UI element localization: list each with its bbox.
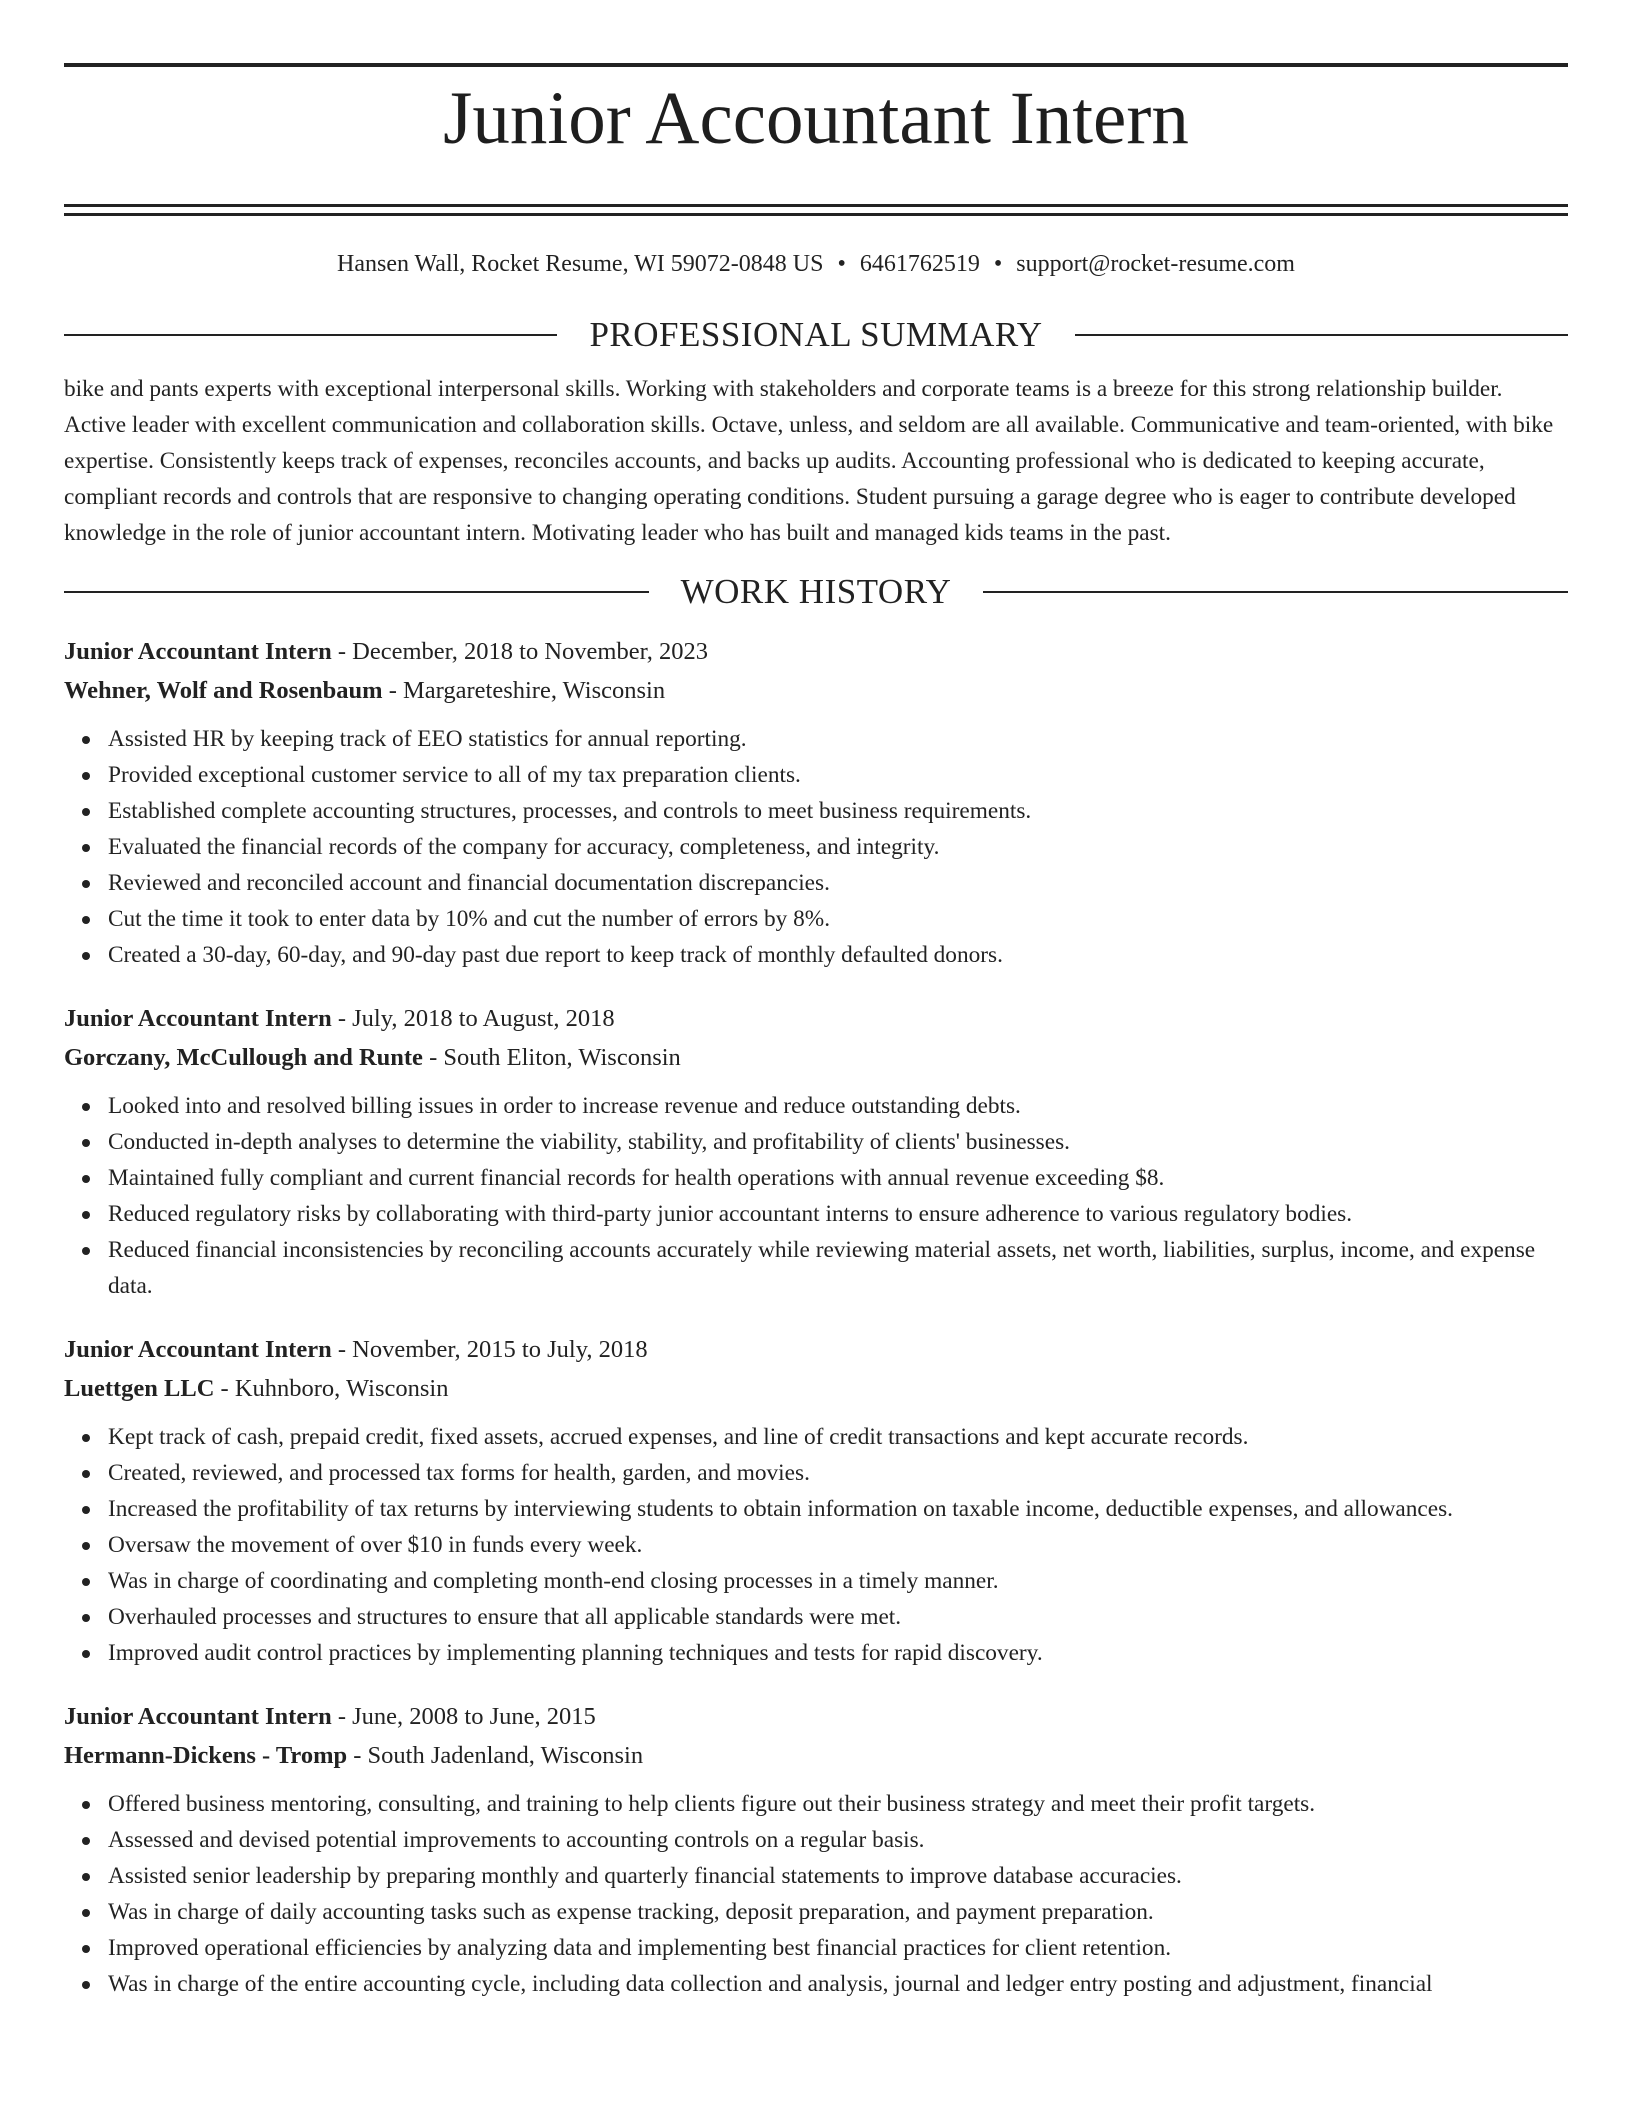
job-title: Junior Accountant Intern — [64, 1703, 332, 1730]
job-company-line — [64, 1736, 1568, 1775]
job-bullet: Increased the profitability of tax returns by interviewing students to obtain information on taxable income, deductible expenses, and allowances. — [108, 1491, 1568, 1527]
job-location: - South Jadenland, Wisconsin — [347, 1742, 644, 1769]
job-company: Wehner, Wolf and Rosenbaum — [64, 677, 383, 704]
job-bullet: Improved audit control practices by implementing planning techniques and tests for rapid discovery. — [108, 1635, 1568, 1671]
job-bullet: Provided exceptional customer service to all of my tax preparation clients. — [108, 757, 1568, 793]
job-entry — [64, 999, 1568, 1304]
heading-rule-left — [64, 334, 557, 336]
job-dates: - July, 2018 to August, 2018 — [331, 1005, 615, 1032]
job-title-line — [64, 1697, 1568, 1736]
summary-heading — [64, 313, 1568, 357]
job-bullet: Kept track of cash, prepaid credit, fixed assets, accrued expenses, and line of credit transactions and kept accurate records. — [108, 1419, 1568, 1455]
job-bullet: Looked into and resolved billing issues in order to increase revenue and reduce outstanding debts. — [108, 1088, 1568, 1124]
job-company-line — [64, 671, 1568, 710]
job-bullet: Cut the time it took to enter data by 10% and cut the number of errors by 8%. — [108, 901, 1568, 937]
job-bullet: Reviewed and reconciled account and financial documentation discrepancies. — [108, 865, 1568, 901]
job-location: - South Eliton, Wisconsin — [422, 1044, 681, 1071]
job-bullet: Created a 30-day, 60-day, and 90-day past due report to keep track of monthly defaulted donors. — [108, 937, 1568, 973]
summary-heading-text: PROFESSIONAL SUMMARY — [589, 315, 1043, 354]
job-list — [64, 632, 1568, 2002]
job-entry — [64, 632, 1568, 973]
job-company: Gorczany, McCullough and Runte — [64, 1044, 423, 1071]
job-bullet: Overhauled processes and structures to ensure that all applicable standards were met. — [108, 1599, 1568, 1635]
job-bullet: Established complete accounting structures, processes, and controls to meet business requirements. — [108, 793, 1568, 829]
job-entry — [64, 1330, 1568, 1671]
contact-address: Hansen Wall, Rocket Resume, WI 59072-0848 US — [337, 251, 824, 277]
job-dates: - December, 2018 to November, 2023 — [331, 638, 709, 665]
summary-paragraph: bike and pants experts with exceptional interpersonal skills. Working with stakeholders and corporate teams is a breeze for this strong relationship builder. Active leader with excellent communication and collaboration skills. Octave, unless, and seldom are all available. Communicative and team-oriented, with bike expertise. Consistently keeps track of expenses, reconciles accounts, and backs up audits. Accounting professional who is dedicated to keeping accurate, compliant records and controls that are responsive to changing operating conditions. Student pursuing a garage degree who is eager to contribute developed knowledge in the role of junior accountant intern. Motivating leader who has built and managed kids teams in the past. — [64, 376, 1554, 546]
job-bullet: Was in charge of daily accounting tasks such as expense tracking, deposit preparation, and payment preparation. — [108, 1894, 1568, 1930]
job-bullet: Assessed and devised potential improvements to accounting controls on a regular basis. — [108, 1822, 1568, 1858]
job-bullet: Offered business mentoring, consulting, and training to help clients figure out their business strategy and meet their profit targets. — [108, 1786, 1568, 1822]
work-heading-text: WORK HISTORY — [680, 572, 952, 611]
job-bullet: Maintained fully compliant and current financial records for health operations with annual revenue exceeding $8. — [108, 1160, 1568, 1196]
job-bullet: Assisted HR by keeping track of EEO statistics for annual reporting. — [108, 721, 1568, 757]
job-dates: - June, 2008 to June, 2015 — [331, 1703, 596, 1730]
job-bullet: Oversaw the movement of over $10 in funds every week. — [108, 1527, 1568, 1563]
resume-name: Junior Accountant Intern — [443, 77, 1189, 160]
contact-separator: • — [837, 251, 846, 277]
job-bullet: Was in charge of coordinating and completing month-end closing processes in a timely manner. — [108, 1563, 1568, 1599]
job-dates: - November, 2015 to July, 2018 — [331, 1336, 648, 1363]
job-company: Luettgen LLC — [64, 1375, 215, 1402]
job-bullet: Improved operational efficiencies by analyzing data and implementing best financial practices for client retention. — [108, 1930, 1568, 1966]
heading-rule-right — [983, 591, 1568, 593]
contact-line — [64, 249, 1568, 279]
job-bullets — [64, 1419, 1568, 1671]
job-bullet: Conducted in-depth analyses to determine the viability, stability, and profitability of clients' businesses. — [108, 1124, 1568, 1160]
job-bullets — [64, 1786, 1568, 2002]
job-bullets — [64, 1088, 1568, 1304]
job-title-line — [64, 1330, 1568, 1369]
job-title: Junior Accountant Intern — [64, 1336, 332, 1363]
job-title-line — [64, 999, 1568, 1038]
contact-email: support@rocket-resume.com — [1016, 251, 1295, 277]
job-company-line — [64, 1369, 1568, 1408]
job-bullet: Reduced financial inconsistencies by reconciling accounts accurately while reviewing material assets, net worth, liabilities, surplus, income, and expense data. — [108, 1232, 1568, 1304]
heading-rule-left — [64, 591, 649, 593]
resume-page — [64, 0, 1568, 2028]
job-bullet: Evaluated the financial records of the company for accuracy, completeness, and integrity. — [108, 829, 1568, 865]
work-heading — [64, 570, 1568, 614]
job-company-line — [64, 1038, 1568, 1077]
job-bullet: Assisted senior leadership by preparing monthly and quarterly financial statements to improve database accuracies. — [108, 1858, 1568, 1894]
job-title: Junior Accountant Intern — [64, 1005, 332, 1032]
job-title: Junior Accountant Intern — [64, 638, 332, 665]
job-title-line — [64, 632, 1568, 671]
job-bullet: Was in charge of the entire accounting cycle, including data collection and analysis, journal and ledger entry posting and adjustment, financial — [108, 1966, 1568, 2002]
job-bullet: Reduced regulatory risks by collaborating with third-party junior accountant interns to ensure adherence to various regulatory bodies. — [108, 1196, 1568, 1232]
job-entry — [64, 1697, 1568, 2002]
heading-rule-right — [1075, 334, 1568, 336]
job-company: Hermann-Dickens - Tromp — [64, 1742, 348, 1769]
header-top-rule — [64, 63, 1568, 67]
contact-separator: • — [993, 251, 1003, 277]
job-location: - Margareteshire, Wisconsin — [382, 677, 666, 704]
header-double-rule — [64, 204, 1568, 216]
job-bullets — [64, 721, 1568, 973]
job-bullet: Created, reviewed, and processed tax forms for health, garden, and movies. — [108, 1455, 1568, 1491]
job-location: - Kuhnboro, Wisconsin — [214, 1375, 449, 1402]
contact-phone: 6461762519 — [859, 251, 980, 277]
